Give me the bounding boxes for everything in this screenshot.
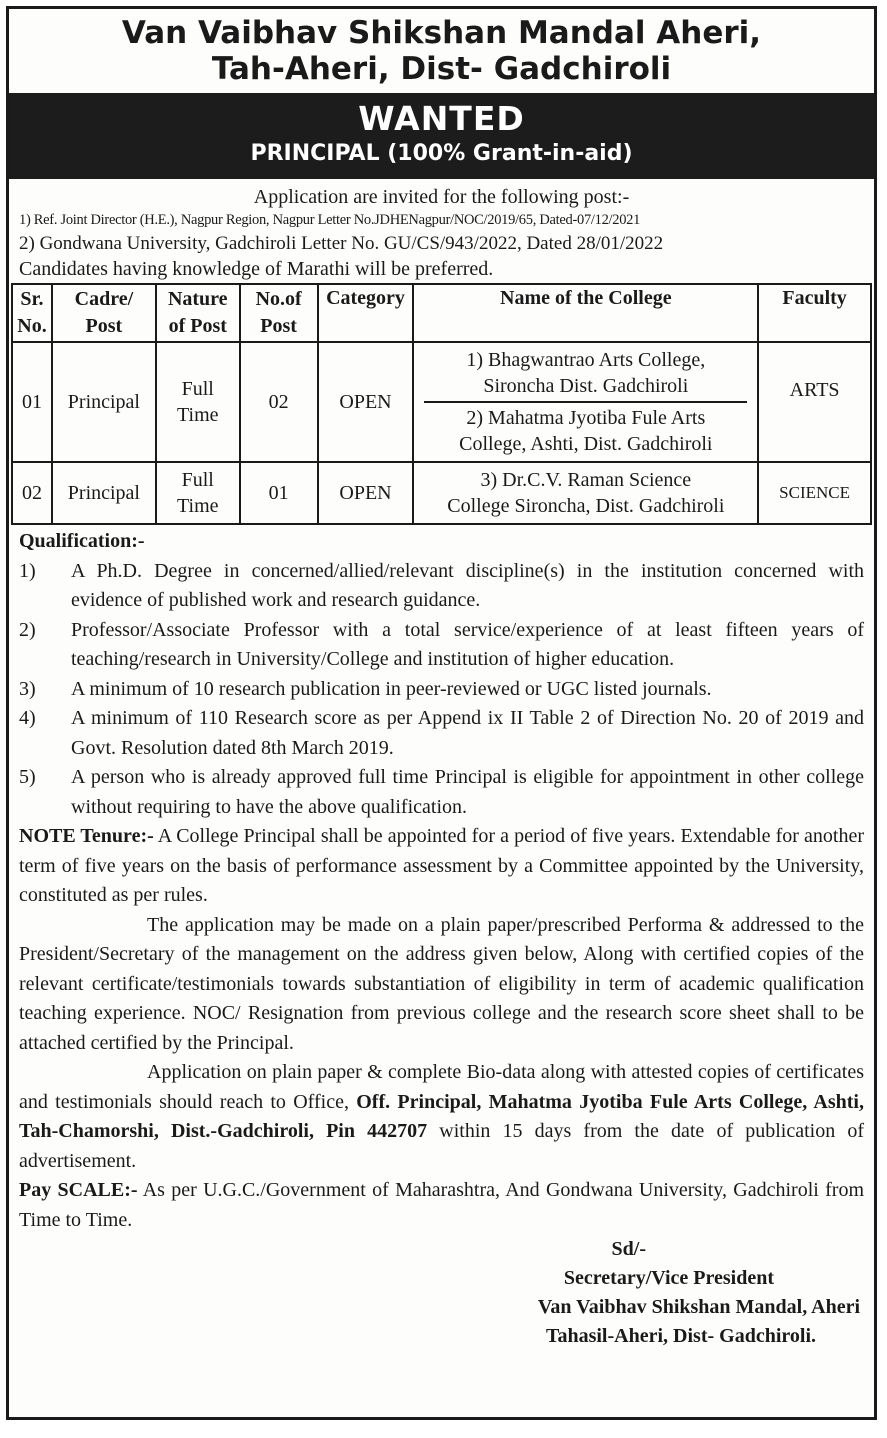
qualification-title: Qualification:- (19, 530, 145, 552)
table-header-row (12, 284, 871, 342)
list-item: 4) A minimum of 110 Research score as per Append ix II Table 2 of Direction No. 20 of 2019 and Govt. Resolution dated 8th March 2019. (19, 707, 864, 759)
row-category: OPEN (318, 342, 414, 462)
college-entry: 2) Mahatma Jyotiba Fule Arts College, Ashti, Dist. Gadchiroli (459, 407, 713, 455)
row-sr: 02 (12, 462, 52, 524)
list-item: 2) Professor/Associate Professor with a total service/experience of at least fifteen years of teaching/research in University/College and institution of higher education. (19, 618, 864, 670)
pay-scale-label: Pay SCALE:- (19, 1179, 138, 1201)
row-nature: Full Time (156, 462, 240, 524)
row-sr: 01 (12, 342, 52, 462)
row-no-of-post: 02 (240, 342, 318, 462)
header-no-of-post: No.of Post (240, 284, 318, 342)
row-category: OPEN (318, 462, 414, 524)
row-faculty: ARTS (758, 342, 871, 462)
row-faculty: SCIENCE (758, 462, 871, 524)
pay-scale (19, 1176, 864, 1235)
organization-header (9, 9, 874, 93)
header-category: Category (318, 284, 414, 342)
org-name-line-2: Tah-Aheri, Dist- Gadchiroli (211, 51, 672, 87)
row-colleges (413, 462, 758, 524)
pay-scale-text: As per U.G.C./Government of Maharashtra, And Gondwana University, Gadchiroli from Time to Time. (19, 1179, 865, 1231)
row-nature: Full Time (156, 342, 240, 462)
list-item: 1) A Ph.D. Degree in concerned/allied/relevant discipline(s) in the institution concerned with evidence of published work and research guidance. (19, 559, 864, 611)
office-address: Off. Principal, Mahatma Jyotiba Fule Arts College, Ashti, Tah-Chamorshi, Dist.-Gadchiroli, Pin 442707 (19, 1090, 864, 1142)
row-cadre: Principal (52, 342, 156, 462)
posts-table (11, 283, 872, 525)
header-nature-of-post: Nature of Post (156, 284, 240, 342)
wanted-heading: WANTED (358, 99, 525, 138)
signature-sd: Sd/- (611, 1238, 646, 1260)
post-title: PRINCIPAL (100% Grant-in-aid) (250, 141, 633, 166)
row-cadre: Principal (52, 462, 156, 524)
row-no-of-post: 01 (240, 462, 318, 524)
list-item: 3) A minimum of 10 research publication in peer-reviewed or UGC listed journals. (19, 677, 712, 700)
invitation-text: Application are invited for the following post:- (253, 186, 630, 208)
table-row (12, 342, 871, 462)
wanted-banner (9, 93, 874, 179)
college-entry: 3) Dr.C.V. Raman Science College Sironcha, Dist. Gadchiroli (447, 469, 725, 517)
marathi-preference: Candidates having knowledge of Marathi will be preferred. (19, 258, 494, 280)
application-paragraph: The application may be made on a plain paper/prescribed Performa & addressed to the President/Secretary of the management on the address given below, Along with certified copies of the relevant certificate/testimonials towards substantiation of eligibility in term of academic qualification teaching experience. NOC/ Resignation from previous college and the research score sheet shall to be attached certified by the Principal. (19, 913, 864, 1054)
note-text: A College Principal shall be appointed for a period of five years. Extendable for another term of five years on the basis of performance assessment by a Committee appointed by the University, constituted as per rules. (19, 825, 864, 906)
table-row (12, 462, 871, 524)
signature-block (9, 1235, 874, 1351)
header-sr-no: Sr. No. (12, 284, 52, 342)
college-entry: 1) Bhagwantrao Arts College, Sironcha Dist. Gadchiroli (424, 343, 747, 403)
qualification-section (9, 527, 874, 1235)
reference-line-2: 2) Gondwana University, Gadchiroli Letter No. GU/CS/943/2022, Dated 28/01/2022 (19, 233, 664, 254)
header-cadre-post: Cadre/ Post (52, 284, 156, 342)
header-college-name: Name of the College (413, 284, 758, 342)
row-colleges (413, 342, 758, 462)
org-name-line-1: Van Vaibhav Shikshan Mandal Aheri, (121, 15, 762, 51)
list-item: 5) A person who is already approved full time Principal is eligible for appointment in other college without requiring to have the above qualification. (19, 766, 864, 818)
signatory-address: Tahasil-Aheri, Dist- Gadchiroli. (545, 1325, 816, 1347)
advertisement-page (6, 6, 877, 1420)
submission-paragraph: Application on plain paper & complete Bio-data along with attested copies of certificates and testimonials should reach to Office, Off. Principal, Mahatma Jyotiba Fule Arts College, Ashti, Tah-Chamorshi, Dist.-Gadchiroli, Pin 442707 within 15 days from the date of publication of advertisement. (19, 1061, 865, 1172)
signatory-title: Secretary/Vice President (563, 1267, 774, 1289)
signatory-org: Van Vaibhav Shikshan Mandal, Aheri (537, 1296, 860, 1318)
note-label: NOTE Tenure:- (19, 825, 154, 847)
header-faculty: Faculty (758, 284, 871, 342)
reference-line-1: 1) Ref. Joint Director (H.E.), Nagpur Region, Nagpur Letter No.JDHENagpur/NOC/2019/65, Dated-07/12/2021 (19, 212, 641, 228)
note-tenure (19, 822, 864, 911)
